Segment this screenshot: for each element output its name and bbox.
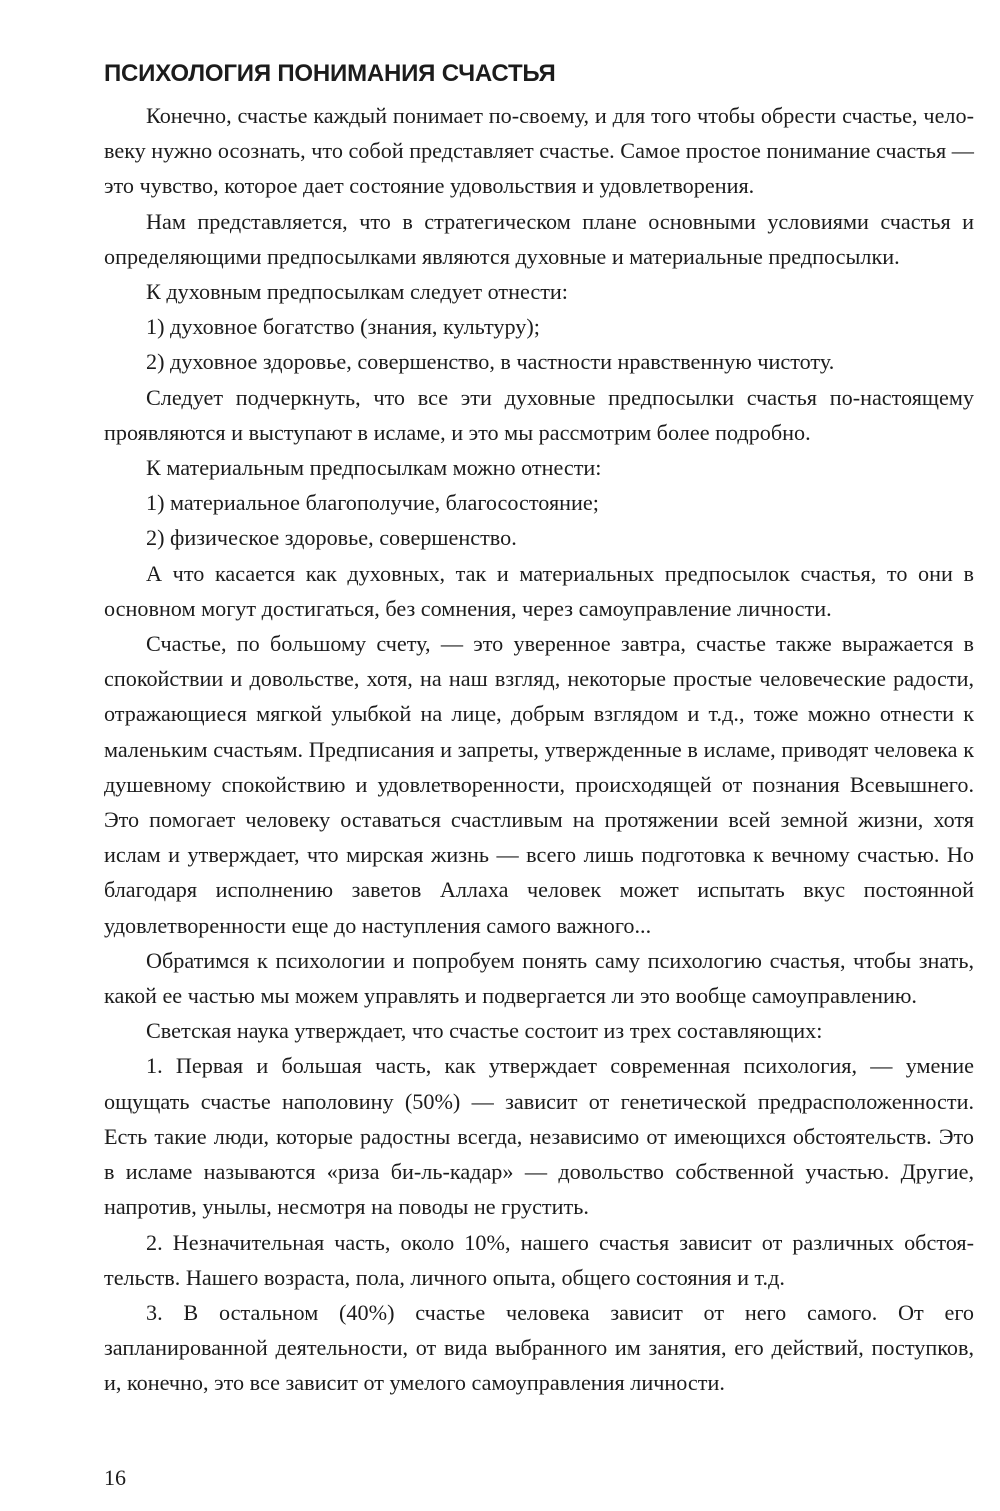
page-body xyxy=(104,52,974,1401)
list-item-component-3: 3. В остальном (40%) счастье человека зависит от него самого. От его запланированной деятельности, от вида выбранного им занятия, его действий, поступков, и, конечно, это все зависит от умелого самоуправления личности. xyxy=(104,1299,974,1396)
list-item-spiritual-wealth: 1) духовное богатство (знания, культуру); xyxy=(146,314,540,340)
paragraph-spiritual-heading: К духовным предпосылкам следует отнести: xyxy=(146,279,568,305)
paragraph-islam-emphasis: Следует подчеркнуть, что все эти духовные предпосылки счастья по-настоящему проявляются и выступают в исламе, и это мы рассмотрим более подробно. xyxy=(104,384,974,445)
paragraph-self-management: А что касается как духовных, так и материальных предпосылок счастья, то они в основном могут достигаться, без сомнения, через самоуправление личности. xyxy=(104,560,974,621)
list-item-component-2: 2. Незначительная часть, около 10%, нашего счастья зависит от различных обстоятельств. Нашего возраста, пола, личного опыта, общего состояния и т.д. xyxy=(104,1229,974,1290)
paragraph-happiness-definition: Счастье, по большому счету, — это уверенное завтра, счастье также выражается в спокойствии и довольстве, хотя, на наш взгляд, некоторые простые человеческие радости, отражающиеся мягкой улыбкой на лице, добрым взглядом и т.д., тоже можно отнести к маленьким счастьям. Предписания и запреты, утвержденные в исламе, приводят человека к душевному спокойствию и удовлетворенности, происходящей от познания Всевышнего. Это помогает человеку оставаться счастливым на протяжении всей земной жизни, хотя ислам и утверждает, что мирская жизнь — всего лишь подготовка к вечному счастью. Но благодаря исполнению заветов Аллаха человек может испытать вкус постоянной удовлетворенности еще до наступления самого важного... xyxy=(104,631,974,938)
paragraph-intro: Конечно, счастье каждый понимает по-своему, и для того чтобы обрести счастье, человеку нужно осознать, что собой представляет счастье. Самое простое понимание счастья — это чувство, которое дает состояние удовольствия и удовлетворения. xyxy=(104,103,974,199)
list-item-material-wellbeing: 1) материальное благополучие, благосостояние; xyxy=(146,490,599,516)
list-item-spiritual-health: 2) духовное здоровье, совершенство, в частности нравственную чистоту. xyxy=(146,349,835,375)
paragraph-preconditions: Нам представляется, что в стратегическом плане основными условиями счастья и определяющими предпосылками являются духовные и материальные предпосылки. xyxy=(104,208,974,269)
paragraph-three-components: Светская наука утверждает, что счастье состоит из трех составляющих: xyxy=(146,1018,823,1044)
page-title: ПСИХОЛОГИЯ ПОНИМАНИЯ СЧАСТЬЯ xyxy=(104,60,556,87)
paragraph-psychology: Обратимся к психологии и попробуем понять саму психологию счастья, чтобы знать, какой ее частью мы можем управлять и подвергается ли это вообще самоуправлению. xyxy=(104,947,974,1009)
paragraph-material-heading: К материальным предпосылкам можно отнести: xyxy=(146,455,602,481)
list-item-component-1: 1. Первая и большая часть, как утверждает современная психология, — умение ощущать счастье наполовину (50%) — зависит от генетической предрасположенности. Есть такие люди, которые радостны всегда, независимо от имеющихся обстоятельств. Это в исламе называются «риза би-ль-кадар» — довольство собственной участью. Другие, напротив, унылы, несмотря на поводы не грустить. xyxy=(104,1053,974,1220)
page-number: 16 xyxy=(104,1465,126,1490)
list-item-physical-health: 2) физическое здоровье, совершенство. xyxy=(146,525,517,551)
